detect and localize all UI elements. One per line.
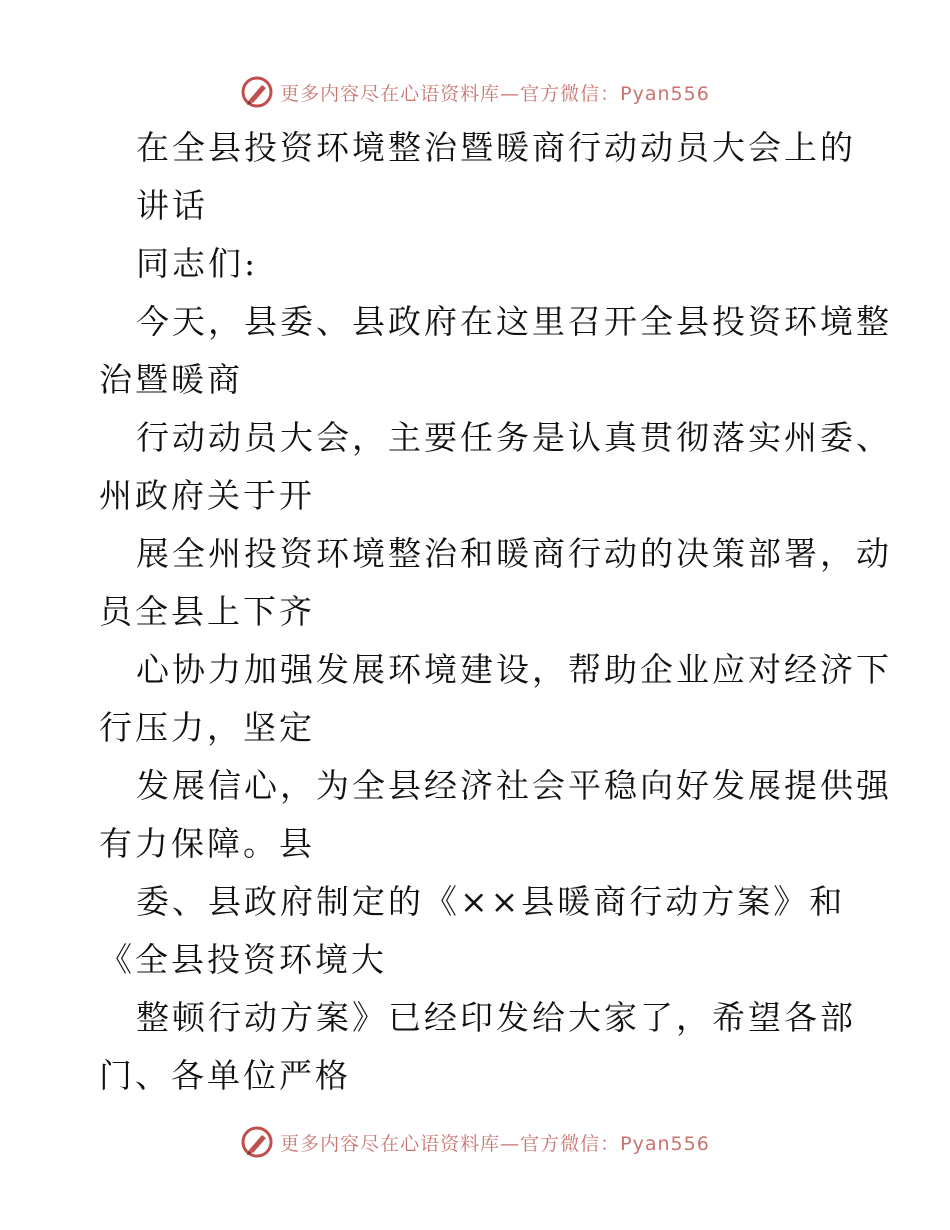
watermark-text-cn: 更多内容尽在心语资料库—官方微信：	[280, 1132, 621, 1155]
pen-logo-icon	[240, 1125, 274, 1159]
paragraph-line: 员全县上下齐	[99, 592, 315, 631]
title-line-1: 在全县投资环境整治暨暖商行动动员大会上的	[136, 128, 856, 167]
paragraph-line: 心协力加强发展环境建设，帮助企业应对经济下	[136, 650, 892, 689]
paragraph-line: 治暨暖商	[99, 360, 243, 399]
paragraph-line: 门、各单位严格	[99, 1056, 351, 1095]
paragraph-line: 整顿行动方案》已经印发给大家了，希望各部	[136, 998, 856, 1037]
watermark-text-cn: 更多内容尽在心语资料库—官方微信：	[280, 82, 621, 105]
paragraph-line: 《全县投资环境大	[99, 940, 387, 979]
paragraph-line: 州政府关于开	[99, 476, 315, 515]
title-line-2: 讲话	[136, 186, 208, 225]
paragraph-line: 有力保障。县	[99, 824, 315, 863]
watermark-wechat-id: Pyan556	[620, 1132, 710, 1155]
paragraph-line: 委、县政府制定的《××县暖商行动方案》和	[136, 882, 846, 921]
paragraph-line: 行压力，坚定	[99, 708, 315, 747]
watermark-wechat-id: Pyan556	[620, 82, 710, 105]
paragraph-line: 展全州投资环境整治和暖商行动的决策部署，动	[136, 534, 892, 573]
salutation: 同志们:	[136, 244, 259, 283]
paragraph-line: 行动动员大会，主要任务是认真贯彻落实州委、	[136, 418, 892, 457]
pen-logo-icon	[240, 75, 274, 109]
paragraph-line: 发展信心，为全县经济社会平稳向好发展提供强	[136, 766, 892, 805]
watermark-footer	[0, 1122, 950, 1162]
watermark-text	[280, 1129, 710, 1156]
watermark-text	[280, 79, 710, 106]
watermark-header	[0, 72, 950, 112]
paragraph-line: 今天，县委、县政府在这里召开全县投资环境整	[136, 302, 892, 341]
